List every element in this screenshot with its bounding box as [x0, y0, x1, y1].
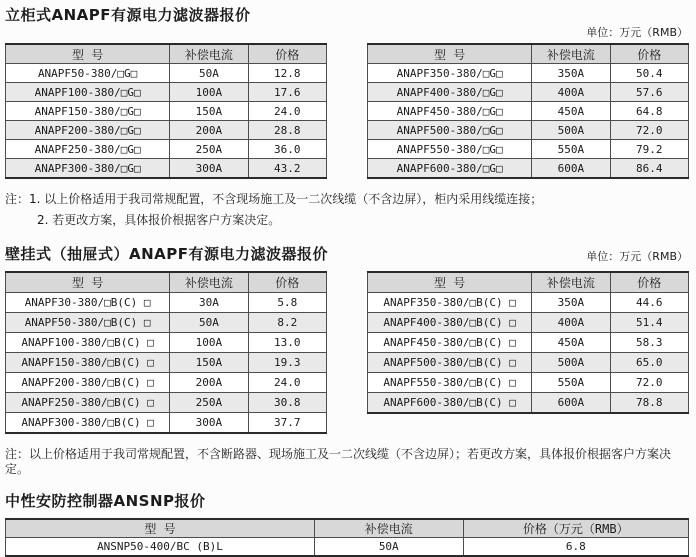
table-cell: 450A	[532, 333, 610, 353]
table-cell: ANAPF500-380/□G□	[368, 121, 532, 140]
table-cell: 17.6	[248, 83, 326, 102]
table-cell: 51.4	[610, 313, 688, 333]
table-cell: 36.0	[248, 140, 326, 159]
table-cell: 450A	[532, 102, 610, 121]
table-row	[368, 333, 689, 353]
table-cell: 100A	[170, 83, 248, 102]
table-cell: 600A	[532, 393, 610, 414]
table-row	[368, 83, 689, 102]
table-row	[6, 413, 327, 434]
table-cell: ANAPF350-380/□G□	[368, 64, 532, 83]
table-row	[6, 159, 327, 179]
table-cell: ANAPF400-380/□G□	[368, 83, 532, 102]
table-row	[368, 353, 689, 373]
table-cell: ANAPF200-380/□G□	[6, 121, 170, 140]
table-cell: 78.8	[610, 393, 688, 414]
cabinet-left-price-table	[5, 43, 327, 179]
table-cell: 65.0	[610, 353, 688, 373]
wall-unit-label: 单位：万元（RMB）	[586, 250, 688, 263]
table-cell: 72.0	[610, 373, 688, 393]
table-cell: ANAPF550-380/□B(C) □	[368, 373, 532, 393]
column-header: 型 号	[368, 44, 532, 64]
table-cell: 550A	[532, 373, 610, 393]
table-cell: 200A	[170, 373, 248, 393]
table-cell: 150A	[170, 353, 248, 373]
table-cell: 79.2	[610, 140, 688, 159]
table-cell: ANAPF50-380/□B(C) □	[6, 313, 170, 333]
table-row	[6, 353, 327, 373]
table-row	[6, 538, 689, 557]
table-cell: 44.6	[610, 293, 688, 313]
table-cell: 100A	[170, 333, 248, 353]
table-cell: 200A	[170, 121, 248, 140]
table-row	[368, 64, 689, 83]
table-cell: 250A	[170, 140, 248, 159]
table-cell: 28.8	[248, 121, 326, 140]
table-cell: 5.8	[248, 293, 326, 313]
table-cell: ANAPF250-380/□G□	[6, 140, 170, 159]
table-cell: 350A	[532, 293, 610, 313]
table-cell: ANAPF350-380/□B(C) □	[368, 293, 532, 313]
table-cell: 37.7	[248, 413, 326, 434]
table-cell: 57.6	[610, 83, 688, 102]
table-row	[368, 293, 689, 313]
column-header: 价格	[248, 272, 326, 293]
column-header: 价格	[248, 44, 326, 64]
column-header: 补偿电流	[532, 44, 610, 64]
table-cell: 150A	[170, 102, 248, 121]
table-cell: 50.4	[610, 64, 688, 83]
table-row	[368, 121, 689, 140]
table-row	[6, 373, 327, 393]
table-cell: ANAPF550-380/□G□	[368, 140, 532, 159]
table-row	[6, 333, 327, 353]
table-header-row	[368, 272, 689, 293]
table-cell: ANAPF600-380/□B(C) □	[368, 393, 532, 414]
column-header: 补偿电流	[170, 44, 248, 64]
cabinet-unit-label: 单位：万元（RMB）	[586, 26, 688, 39]
table-cell: ANAPF250-380/□B(C) □	[6, 393, 170, 413]
table-cell: 250A	[170, 393, 248, 413]
table-cell: 24.0	[248, 102, 326, 121]
cabinet-right-price-table	[367, 43, 689, 179]
cabinet-section-header	[5, 4, 690, 25]
table-cell: 24.0	[248, 373, 326, 393]
column-header: 型 号	[6, 44, 170, 64]
cabinet-note-line-2: 2. 若更改方案，具体报价根据客户方案决定。	[37, 213, 281, 227]
table-row	[6, 121, 327, 140]
cabinet-tables-row	[5, 43, 689, 179]
table-row	[368, 313, 689, 333]
table-row	[368, 140, 689, 159]
table-row	[6, 393, 327, 413]
table-row	[368, 373, 689, 393]
table-cell: 13.0	[248, 333, 326, 353]
table-cell: 50A	[170, 64, 248, 83]
table-cell: 30A	[170, 293, 248, 313]
table-cell: 50A	[170, 313, 248, 333]
table-cell: 8.2	[248, 313, 326, 333]
table-cell: 64.8	[610, 102, 688, 121]
wall-section-title: 壁挂式（抽屉式）ANAPF有源电力滤波器报价	[5, 245, 329, 263]
column-header: 价格	[610, 44, 688, 64]
column-header: 价格（万元（RMB）	[463, 519, 688, 538]
table-cell: 500A	[532, 121, 610, 140]
table-cell: ANAPF50-380/□G□	[6, 64, 170, 83]
table-row	[368, 102, 689, 121]
column-header: 型 号	[6, 272, 170, 293]
controller-price-table	[5, 518, 689, 557]
column-header: 补偿电流	[170, 272, 248, 293]
table-cell: 400A	[532, 313, 610, 333]
table-header-row	[6, 44, 327, 64]
cabinet-note-line-1: 注：1. 以上价格适用于我司常规配置，不含现场施工及一二次线缆（不含边屏），柜内采用线缆连接；	[5, 192, 543, 206]
table-cell: 400A	[532, 83, 610, 102]
table-cell: 300A	[170, 413, 248, 434]
table-row	[6, 313, 327, 333]
table-cell: 72.0	[610, 121, 688, 140]
table-row	[6, 102, 327, 121]
table-cell: 30.8	[248, 393, 326, 413]
table-cell: 600A	[532, 159, 610, 179]
table-row	[368, 393, 689, 414]
wall-note: 注：以上价格适用于我司常规配置，不含断路器、现场施工及一二次线缆（不含边屏）；若更改方案，具体报价根据客户方案决定。	[5, 447, 672, 476]
table-cell: ANAPF450-380/□G□	[368, 102, 532, 121]
column-header: 补偿电流	[314, 519, 463, 538]
table-cell: 50A	[314, 538, 463, 557]
wall-section-header	[5, 243, 690, 264]
wall-tables-row	[5, 271, 689, 434]
column-header: 型 号	[368, 272, 532, 293]
cabinet-section-title: 立柜式ANAPF有源电力滤波器报价	[5, 6, 251, 24]
table-cell: 500A	[532, 353, 610, 373]
table-row	[6, 83, 327, 102]
controller-section-title: 中性安防控制器ANSNP报价	[5, 492, 206, 510]
table-cell: 300A	[170, 159, 248, 179]
table-cell: ANAPF450-380/□B(C) □	[368, 333, 532, 353]
table-cell: ANAPF100-380/□B(C) □	[6, 333, 170, 353]
table-cell: 86.4	[610, 159, 688, 179]
table-cell: ANAPF200-380/□B(C) □	[6, 373, 170, 393]
table-cell: ANAPF300-380/□G□	[6, 159, 170, 179]
table-cell: 6.8	[463, 538, 688, 557]
table-cell: ANSNP50-400/BC (B)L	[6, 538, 315, 557]
table-cell: ANAPF150-380/□G□	[6, 102, 170, 121]
table-cell: ANAPF150-380/□B(C) □	[6, 353, 170, 373]
column-header: 型 号	[6, 519, 315, 538]
table-header-row	[6, 272, 327, 293]
table-cell: ANAPF500-380/□B(C) □	[368, 353, 532, 373]
table-cell: ANAPF400-380/□B(C) □	[368, 313, 532, 333]
table-cell: ANAPF100-380/□G□	[6, 83, 170, 102]
table-cell: 550A	[532, 140, 610, 159]
table-row	[6, 293, 327, 313]
table-cell: ANAPF600-380/□G□	[368, 159, 532, 179]
table-cell: ANAPF30-380/□B(C) □	[6, 293, 170, 313]
wall-right-price-table	[367, 271, 689, 414]
table-header-row	[6, 519, 689, 538]
table-cell: 12.8	[248, 64, 326, 83]
table-row	[6, 140, 327, 159]
table-row	[368, 159, 689, 179]
table-cell: ANAPF300-380/□B(C) □	[6, 413, 170, 434]
table-cell: 58.3	[610, 333, 688, 353]
column-header: 补偿电流	[532, 272, 610, 293]
wall-left-price-table	[5, 271, 327, 434]
table-cell: 350A	[532, 64, 610, 83]
table-row	[6, 64, 327, 83]
table-cell: 19.3	[248, 353, 326, 373]
column-header: 价格	[610, 272, 688, 293]
table-cell: 43.2	[248, 159, 326, 179]
table-header-row	[368, 44, 689, 64]
